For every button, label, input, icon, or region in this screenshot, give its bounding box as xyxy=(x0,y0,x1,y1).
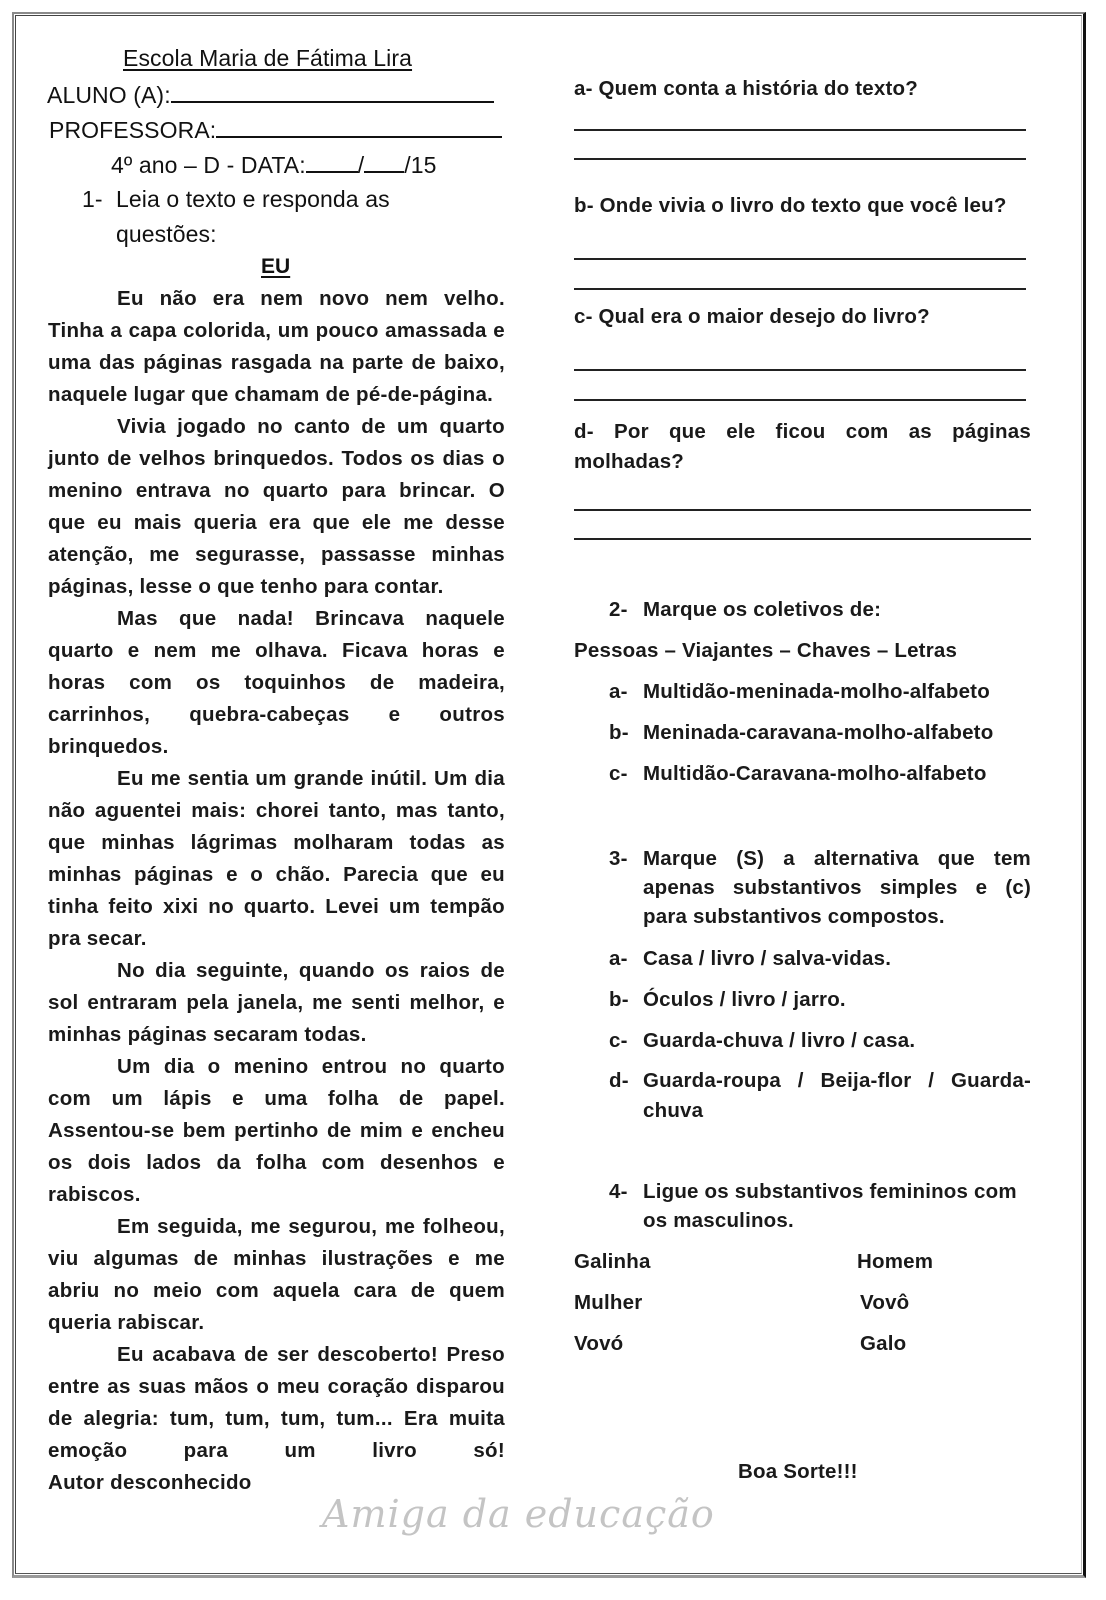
good-luck: Boa Sorte!!! xyxy=(738,1460,858,1483)
story-paragraph: Em seguida, me segurou, me folheou, viu algumas de minhas ilustrações e me abriu no meio com aquela cara de quem queria rabiscar. xyxy=(48,1215,505,1334)
q2-option-a[interactable]: Multidão-meninada-molho-alfabeto xyxy=(643,680,990,703)
feminine-word[interactable]: Vovó xyxy=(574,1332,624,1355)
q3-number: 3- xyxy=(609,847,628,870)
q3-instruction-line3: para substantivos compostos. xyxy=(643,905,945,928)
question-a: a- Quem conta a história do texto? xyxy=(574,77,918,100)
q3-option-letter: b- xyxy=(609,988,629,1011)
q2-option-b[interactable]: Meninada-caravana-molho-alfabeto xyxy=(643,721,994,744)
school-name: Escola Maria de Fátima Lira xyxy=(123,45,413,71)
q1-instruction-line1: Leia o texto e responda as xyxy=(116,186,390,212)
date-year: 15 xyxy=(410,152,437,178)
student-name-field[interactable] xyxy=(171,81,494,103)
answer-line-c-1[interactable] xyxy=(574,369,1026,371)
answer-line-b-2[interactable] xyxy=(574,288,1026,290)
q3-option-d-line1[interactable]: Guarda-roupa / Beija-flor / Guarda- xyxy=(643,1069,1031,1092)
q2-option-letter: c- xyxy=(609,762,628,785)
date-day-field[interactable] xyxy=(306,151,358,173)
teacher-name-row xyxy=(49,116,502,144)
answer-line-a-1[interactable] xyxy=(574,129,1026,131)
masculine-word[interactable]: Vovô xyxy=(860,1291,910,1314)
watermark: Amiga da educação xyxy=(322,1492,715,1536)
story-paragraph: Um dia o menino entrou no quarto com um lápis e uma folha de papel. Assentou-se bem pertinho de mim e encheu os dois lados da folha com desenhos e rabiscos. xyxy=(48,1055,505,1206)
story-paragraph: Eu acabava de ser descoberto! Preso entre as suas mãos o meu coração disparou de alegria: tum, tum, tum, tum... Era muita emoção para um livro só! xyxy=(48,1343,505,1462)
q3-option-letter: a- xyxy=(609,947,628,970)
q4-number: 4- xyxy=(609,1180,628,1203)
q2-option-c[interactable]: Multidão-Caravana-molho-alfabeto xyxy=(643,762,987,785)
story-paragraph: Mas que nada! Brincava naquele quarto e nem me olhava. Ficava horas e horas com os toquinhos de madeira, carrinhos, quebra-cabeças e outros brinquedos. xyxy=(48,607,505,758)
q2-number: 2- xyxy=(609,598,628,621)
question-b: b- Onde vivia o livro do texto que você leu? xyxy=(574,194,1007,217)
feminine-word[interactable]: Galinha xyxy=(574,1250,651,1273)
q3-option-letter: c- xyxy=(609,1029,628,1052)
student-label: ALUNO (A): xyxy=(47,82,171,108)
date-separator: / xyxy=(404,152,411,178)
q3-option-letter: d- xyxy=(609,1069,629,1092)
story-paragraph: Vivia jogado no canto de um quarto junto de velhos brinquedos. Todos os dias o menino entrava no quarto para brincar. O que eu mais queria era que ele me desse atenção, me segurasse, passasse minhas páginas, lesse o que tenho para contar. xyxy=(48,415,505,598)
answer-line-d-1[interactable] xyxy=(574,509,1031,511)
q4-instruction-line1: Ligue os substantivos femininos com xyxy=(643,1180,1017,1203)
class-date-row xyxy=(111,151,437,179)
story-paragraph: No dia seguinte, quando os raios de sol entraram pela janela, me senti melhor, e minhas páginas secaram todas. xyxy=(48,959,505,1046)
story-paragraph: Eu não era nem novo nem velho. Tinha a capa colorida, um pouco amassada e uma das páginas rasgada na parte de baixo, naquele lugar que chamam de pé-de-página. xyxy=(48,287,505,406)
story-text xyxy=(48,283,505,1499)
teacher-name-field[interactable] xyxy=(216,116,502,138)
q3-option-d-line2[interactable]: chuva xyxy=(643,1099,704,1122)
story-author: Autor desconhecido xyxy=(48,1471,252,1494)
q3-instruction-line1: Marque (S) a alternativa que tem xyxy=(643,847,1031,870)
question-d: d- Por que ele ficou com as páginas molhadas? xyxy=(574,420,1031,473)
story-paragraph: Eu me sentia um grande inútil. Um dia não aguentei mais: chorei tanto, mas tanto, que minhas lágrimas molharam todas as minhas páginas e o chão. Parecia que eu tinha feito xixi no quarto. Levei um tempão pra secar. xyxy=(48,767,505,950)
date-separator: / xyxy=(357,152,365,178)
q1-number: 1- xyxy=(82,186,103,212)
question-c: c- Qual era o maior desejo do livro? xyxy=(574,305,930,328)
q2-words: Pessoas – Viajantes – Chaves – Letras xyxy=(574,639,958,662)
date-month-field[interactable] xyxy=(364,151,404,173)
answer-line-c-2[interactable] xyxy=(574,399,1026,401)
student-name-row xyxy=(47,81,494,109)
feminine-word[interactable]: Mulher xyxy=(574,1291,643,1314)
q1-instruction xyxy=(82,186,103,213)
grade-date-label: 4º ano – D - DATA: xyxy=(111,152,306,178)
q3-option-a[interactable]: Casa / livro / salva-vidas. xyxy=(643,947,892,970)
q2-instruction: Marque os coletivos de: xyxy=(643,598,882,621)
answer-line-b-1[interactable] xyxy=(574,258,1026,260)
q3-option-b[interactable]: Óculos / livro / jarro. xyxy=(643,988,846,1011)
q2-option-letter: a- xyxy=(609,680,628,703)
story-title: EU xyxy=(261,255,291,278)
q2-option-letter: b- xyxy=(609,721,629,744)
masculine-word[interactable]: Galo xyxy=(860,1332,907,1355)
answer-line-a-2[interactable] xyxy=(574,158,1026,160)
q3-option-c[interactable]: Guarda-chuva / livro / casa. xyxy=(643,1029,916,1052)
masculine-word[interactable]: Homem xyxy=(857,1250,934,1273)
q3-instruction-line2: apenas substantivos simples e (c) xyxy=(643,876,1031,899)
q4-instruction-line2: os masculinos. xyxy=(643,1209,794,1232)
teacher-label: PROFESSORA: xyxy=(49,117,217,143)
q1-instruction-line2: questões: xyxy=(116,221,217,247)
answer-line-d-2[interactable] xyxy=(574,538,1031,540)
